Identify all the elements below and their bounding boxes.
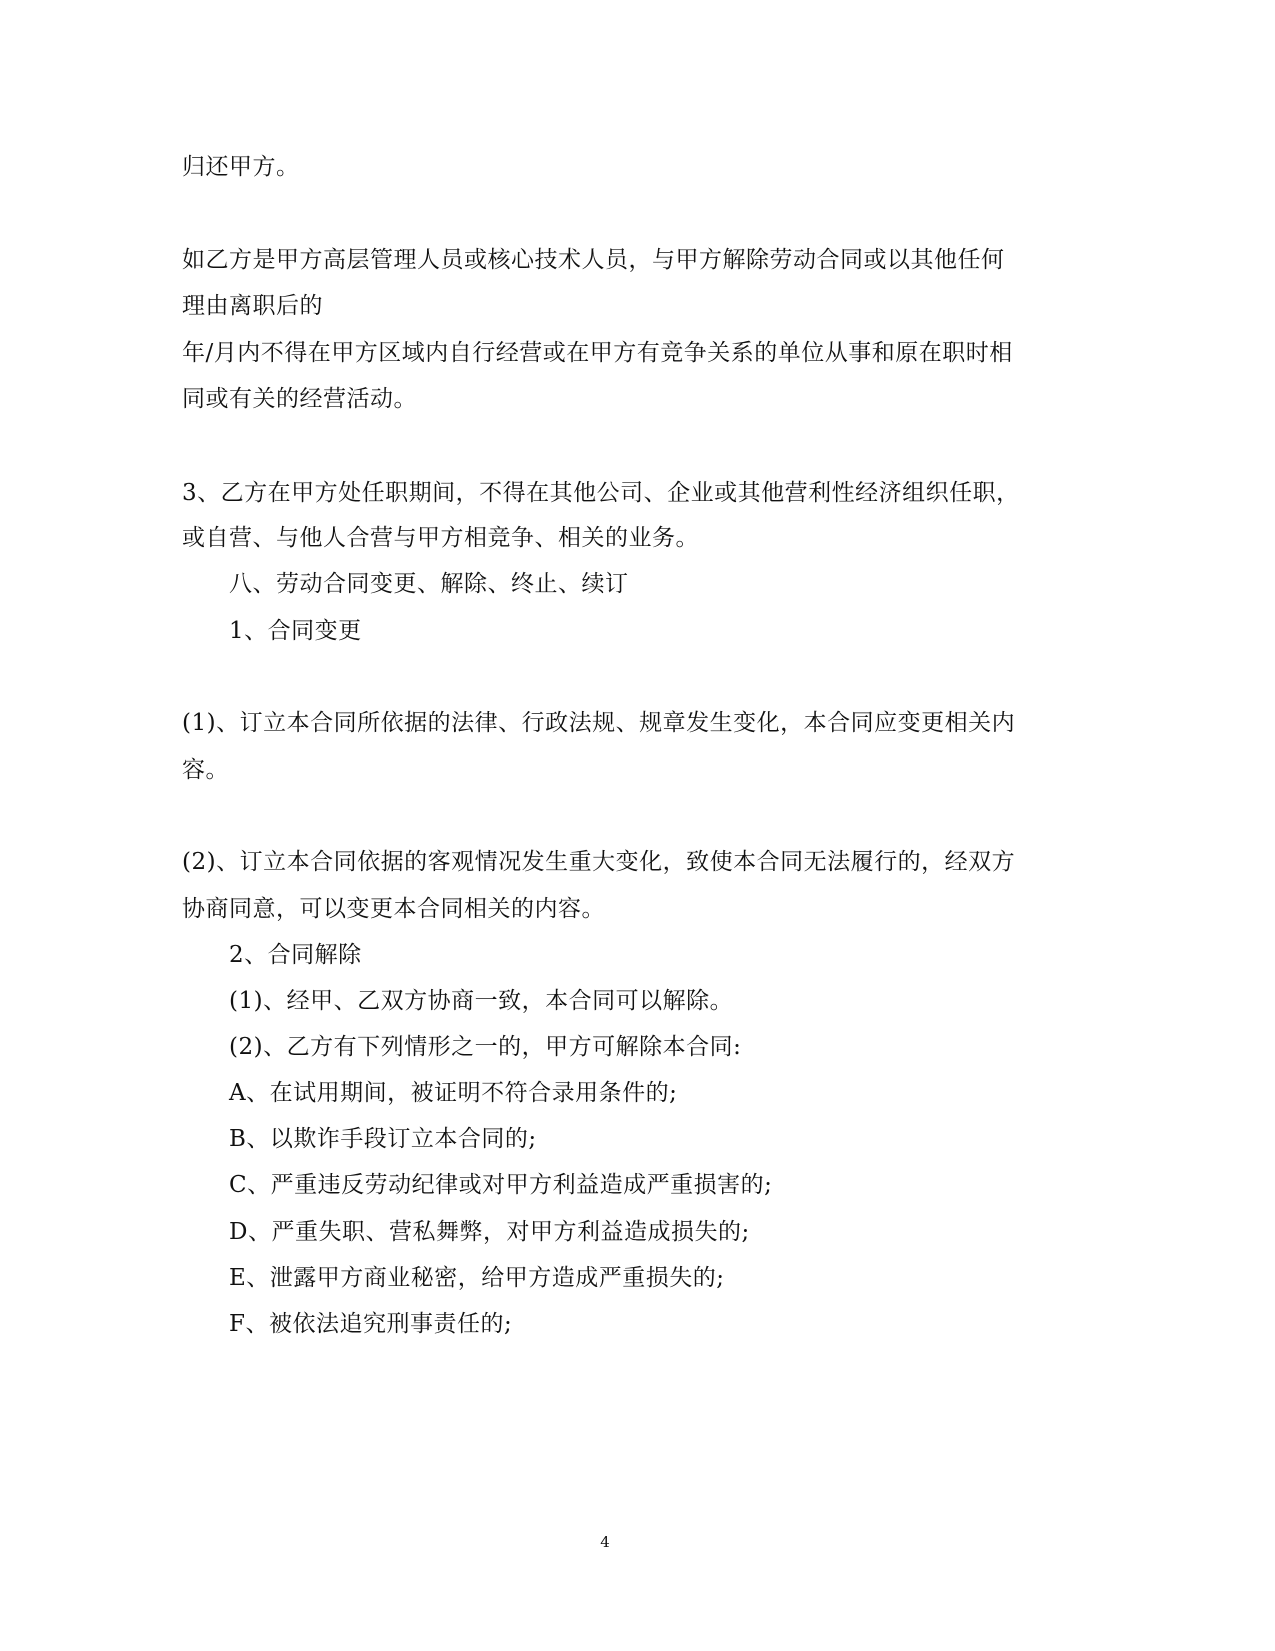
subsection-heading: 2、合同解除	[229, 942, 362, 968]
list-item: D、严重失职、营私舞弊，对甲方利益造成损失的;	[229, 1219, 750, 1245]
text-line: 如乙方是甲方高层管理人员或核心技术人员，与甲方解除劳动合同或以其他任何	[182, 247, 1005, 273]
text-line: (2)、乙方有下列情形之一的，甲方可解除本合同:	[229, 1034, 742, 1060]
text-line: 协商同意，可以变更本合同相关的内容。	[182, 896, 605, 922]
text-line: 归还甲方。	[182, 154, 300, 180]
text-line: (2)、订立本合同依据的客观情况发生重大变化，致使本合同无法履行的，经双方	[182, 849, 1016, 875]
subsection-heading: 1、合同变更	[229, 618, 362, 644]
page-number: 4	[600, 1533, 610, 1551]
list-item: A、在试用期间，被证明不符合录用条件的;	[229, 1080, 678, 1106]
text-line: 或自营、与他人合营与甲方相竞争、相关的业务。	[182, 525, 699, 551]
text-line: 容。	[182, 757, 229, 783]
text-line: 同或有关的经营活动。	[182, 386, 417, 412]
text-line: (1)、经甲、乙双方协商一致，本合同可以解除。	[229, 988, 734, 1014]
list-item: B、以欺诈手段订立本合同的;	[229, 1126, 537, 1152]
list-item: E、泄露甲方商业秘密，给甲方造成严重损失的;	[229, 1265, 725, 1291]
text-line: (1)、订立本合同所依据的法律、行政法规、规章发生变化，本合同应变更相关内	[182, 710, 1016, 736]
text-line: 3、乙方在甲方处任职期间，不得在其他公司、企业或其他营利性经济组织任职，	[182, 480, 1020, 506]
text-line: 理由离职后的	[182, 293, 323, 319]
section-heading: 八、劳动合同变更、解除、终止、续订	[229, 571, 629, 597]
list-item: C、严重违反劳动纪律或对甲方利益造成严重损害的;	[229, 1172, 773, 1198]
list-item: F、被依法追究刑事责任的;	[229, 1311, 513, 1337]
text-line: 年/月内不得在甲方区域内自行经营或在甲方有竞争关系的单位从事和原在职时相	[182, 340, 1013, 366]
